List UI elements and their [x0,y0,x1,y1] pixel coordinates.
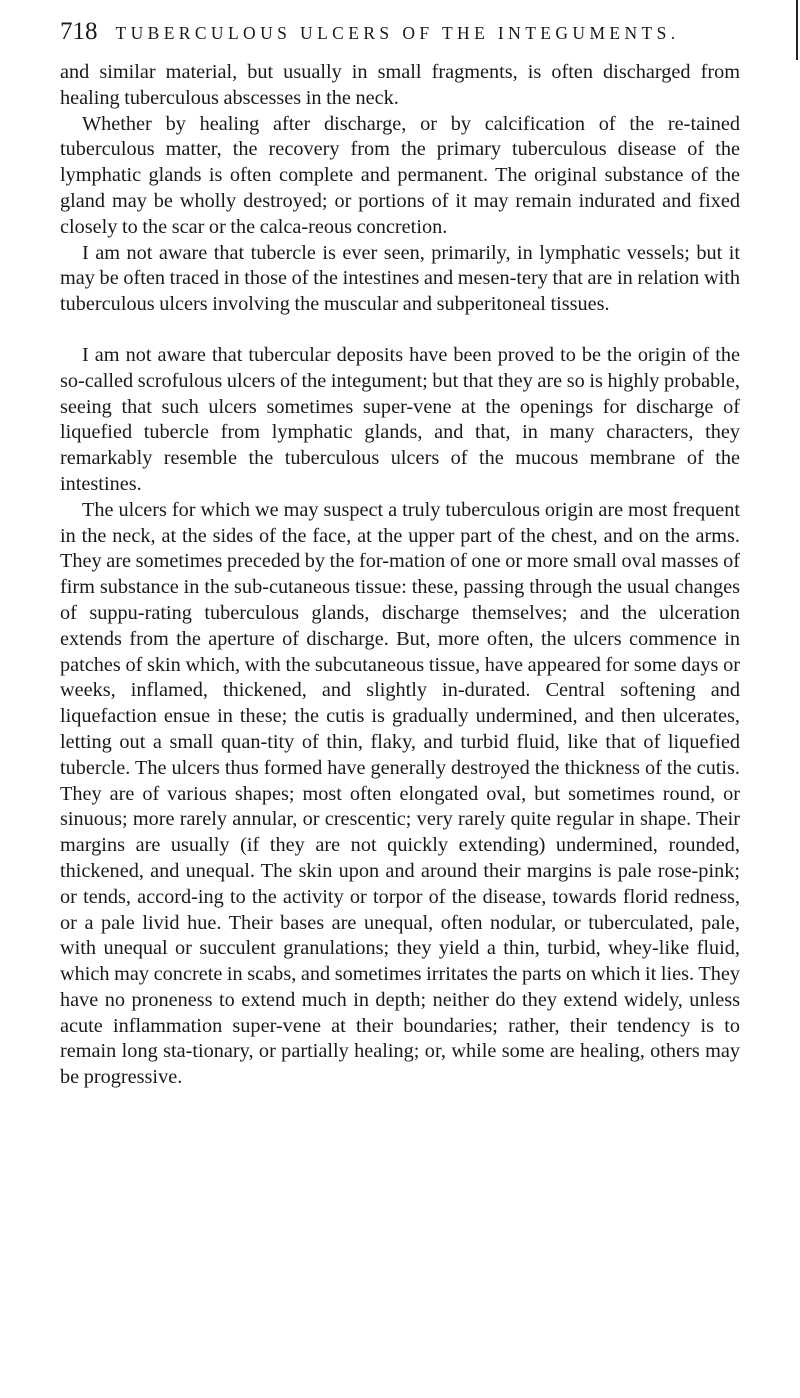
paragraph-1: and similar material, but usually in small fragments, is often discharged from healing tuberculous abscesses in the neck. [60,61,740,109]
page-number: 718 [60,18,98,45]
running-title: TUBERCULOUS ULCERS OF THE INTEGUMENTS. [115,23,680,43]
paragraph-5: The ulcers for which we may suspect a truly tuberculous origin are most frequent in the neck, at the sides of the face, at the upper part of the chest, and on the arms. They are sometimes preceded by the for-mation of one or more small oval masses of firm substance in the sub-cutaneous tissue: these, passing through the usual changes of suppu-rating tuberculous glands, discharge themselves; and the ulceration extends from the aperture of discharge. But, more often, the ulcers commence in patches of skin which, with the subcutaneous tissue, have appeared for some days or weeks, inflamed, thickened, and slightly in-durated. Central softening and liquefaction ensue in these; the cutis is gradually undermined, and then ulcerates, letting out a small quan-tity of thin, flaky, and turbid fluid, like that of liquefied tubercle. The ulcers thus formed have generally destroyed the thickness of the cutis. They are of various shapes; most often elongated oval, but sometimes round, or sinuous; more rarely annular, or crescentic; very rarely quite regular in shape. Their margins are usually (if they are not quickly extending) undermined, rounded, thickened, and unequal. The skin upon and around their margins is pale rose-pink; or tends, accord-ing to the activity or torpor of the disease, towards florid redness, or a pale livid hue. Their bases are unequal, often nodular, or tuberculated, pale, with unequal or succulent granulations; they yield a thin, turbid, whey-like fluid, which may concrete in scabs, and sometimes irritates the parts on which it lies. They have no proneness to extend much in depth; neither do they extend widely, unless acute inflammation super-vene at their boundaries; rather, their tendency is to remain long sta-tionary, or partially healing; or, while some are healing, others may be progressive. [60,498,740,1089]
paragraph-4: I am not aware that tubercular deposits have been proved to be the origin of the so-called scrofulous ulcers of the integument; but that they are so is highly probable, seeing that such ulcers sometimes super-vene at the openings for discharge of liquefied tubercle from lymphatic glands, and that, in many characters, they remarkably resemble the tuberculous ulcers of the mucous membrane of the intestines. [60,343,740,495]
body-text [60,60,740,1091]
paragraph-3: I am not aware that tubercle is ever seen, primarily, in lymphatic vessels; but it may be often traced in those of the intestines and mesen-tery that are in relation with tuberculous ulcers involving the muscular and subperitoneal tissues. [60,241,740,316]
page-edge-mark [796,0,798,60]
running-head [60,18,760,50]
paragraph-2: Whether by healing after discharge, or by calcification of the re-tained tuberculous matter, the recovery from the primary tuberculous disease of the lymphatic glands is often complete and permanent. The original substance of the gland may be wholly destroyed; or portions of it may remain indurated and fixed closely to the scar or the calca-reous concretion. [60,112,740,238]
